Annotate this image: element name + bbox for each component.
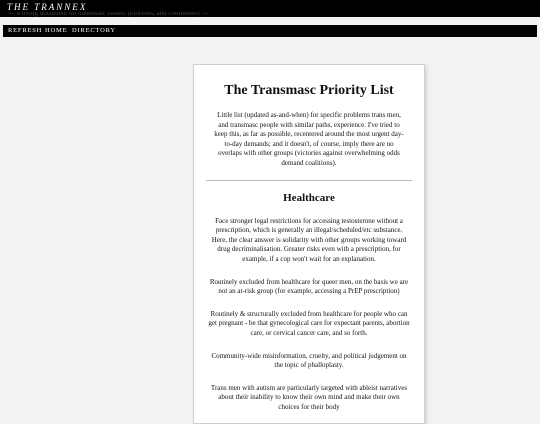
site-tagline-strip [0,12,300,18]
healthcare-item: Routinely & structurally excluded from healthcare for people who can get pregnant - be that gynecological care for expectant parents, abortion care, or cervical cancer care, and so forth. [208,309,410,337]
section-heading-healthcare: Healthcare [283,191,335,204]
article-intro: Little list (updated as-and-when) for specific problems trans men, and transmasc people with similar paths, experience. I've tried to keep this, as far as possible, recentered around the most urgent day-to-day demands; and it doesn't, of course, imply there are no overlaps with other groups (victories against overwhelming odds demand coalitions). [214,111,404,167]
section-divider [206,180,412,181]
nav-home-link[interactable]: HOME [45,27,68,34]
healthcare-item: Community-wide misinformation, cruelty, and political judgement on the topic of phalloplasty. [211,351,407,370]
nav-bar [3,25,537,37]
healthcare-item: Trans men with autism are particularly targeted with ableist narratives about their inability to know their own mind and make their own choices for their body [210,383,408,411]
healthcare-item: Face stronger legal restrictions for accessing testosterone without a prescription, which is generally an illegal/scheduled/etc substance. Here, the clear answer is solidarity with other groups working toward drug decriminalisation. Greater risks even with a prescription, for example, if a cop won't wait for an explanation. [211,216,407,263]
article-title: The Transmasc Priority List [224,83,394,98]
nav-directory-link[interactable]: DIRECTORY [72,27,116,34]
article-card [193,64,425,424]
site-title[interactable]: THE TRANNEX [7,2,88,12]
site-tagline: — a living document on transmasc issues, priorities, and community — [8,12,210,17]
healthcare-item: Routinely excluded from healthcare for queer men, on the basis we are not an at-risk group (for example, accessing a PrEP prescription) [209,277,409,296]
nav-refresh-link[interactable]: REFRESH [8,27,43,34]
